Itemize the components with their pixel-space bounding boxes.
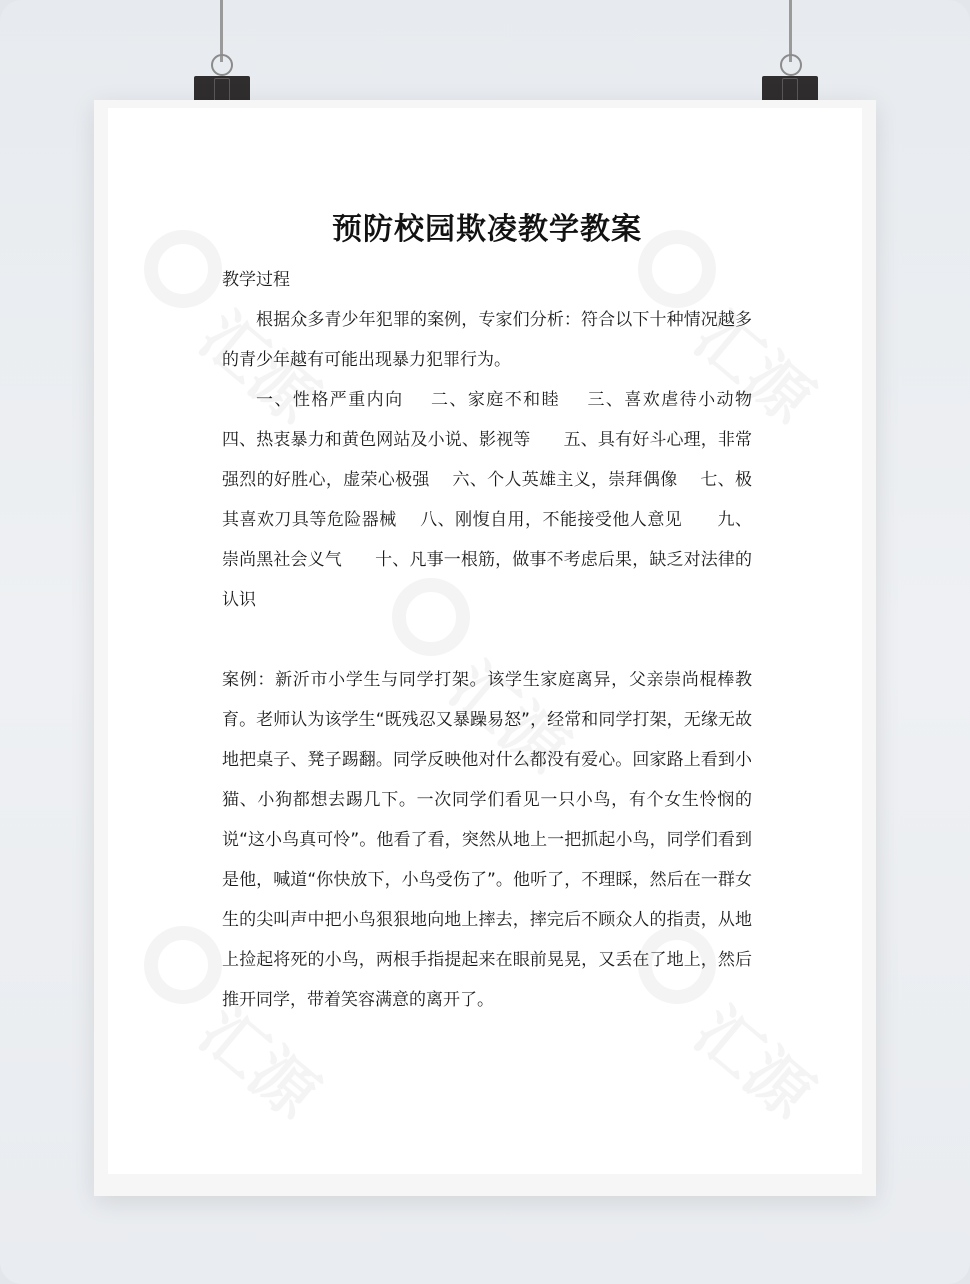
risk-factors-paragraph: 一、性格严重内向 二、家庭不和睦 三、喜欢虐待小动物 四、热衷暴力和黄色网站及小说、影视等 五、具有好斗心理，非常强烈的好胜心，虚荣心极强 六、个人英雄主义，崇拜偶像 七、极其喜欢刀具等危险器械 八、刚愎自用，不能接受他人意见 九、崇尚黑社会义气 十、凡事一根筋，做事不考虑后果，缺乏对法律的认识 (222, 390, 774, 610)
paragraph-spacer (222, 620, 752, 660)
right-hanging-wire (789, 0, 792, 62)
right-clip-ring (780, 54, 802, 76)
document-title: 预防校园欺凌教学教案 (332, 212, 642, 247)
section-label: 教学过程 (222, 270, 290, 290)
document-body (222, 204, 774, 1020)
left-hanging-wire (220, 0, 223, 62)
document-page (108, 108, 862, 1174)
left-clip-ring (211, 54, 233, 76)
watermark-logo-icon (144, 230, 222, 308)
case-paragraph: 案例：新沂市小学生与同学打架。该学生家庭离异，父亲崇尚棍棒教育。老师认为该学生“既残忍又暴躁易怒”，经常和同学打架，无缘无故地把桌子、凳子踢翻。同学反映他对什么都没有爱心。回家路上看到小猫、小狗都想去踢几下。一次同学们看见一只小鸟，有个女生怜悯的说“这小鸟真可怜”。他看了看，突然从地上一把抓起小鸟，同学们看到是他，喊道“你快放下，小鸟受伤了”。他听了，不理睬，然后在一群女生的尖叫声中把小鸟狠狠地向地上摔去，摔完后不顾众人的指责，从地上捡起将死的小鸟，两根手指提起来在眼前晃晃，又丢在了地上，然后推开同学，带着笑容满意的离开了。 (222, 670, 752, 1010)
intro-paragraph: 根据众多青少年犯罪的案例，专家们分析：符合以下十种情况越多的青少年越有可能出现暴力犯罪行为。 (222, 310, 752, 370)
watermark-logo-icon (144, 926, 222, 1004)
